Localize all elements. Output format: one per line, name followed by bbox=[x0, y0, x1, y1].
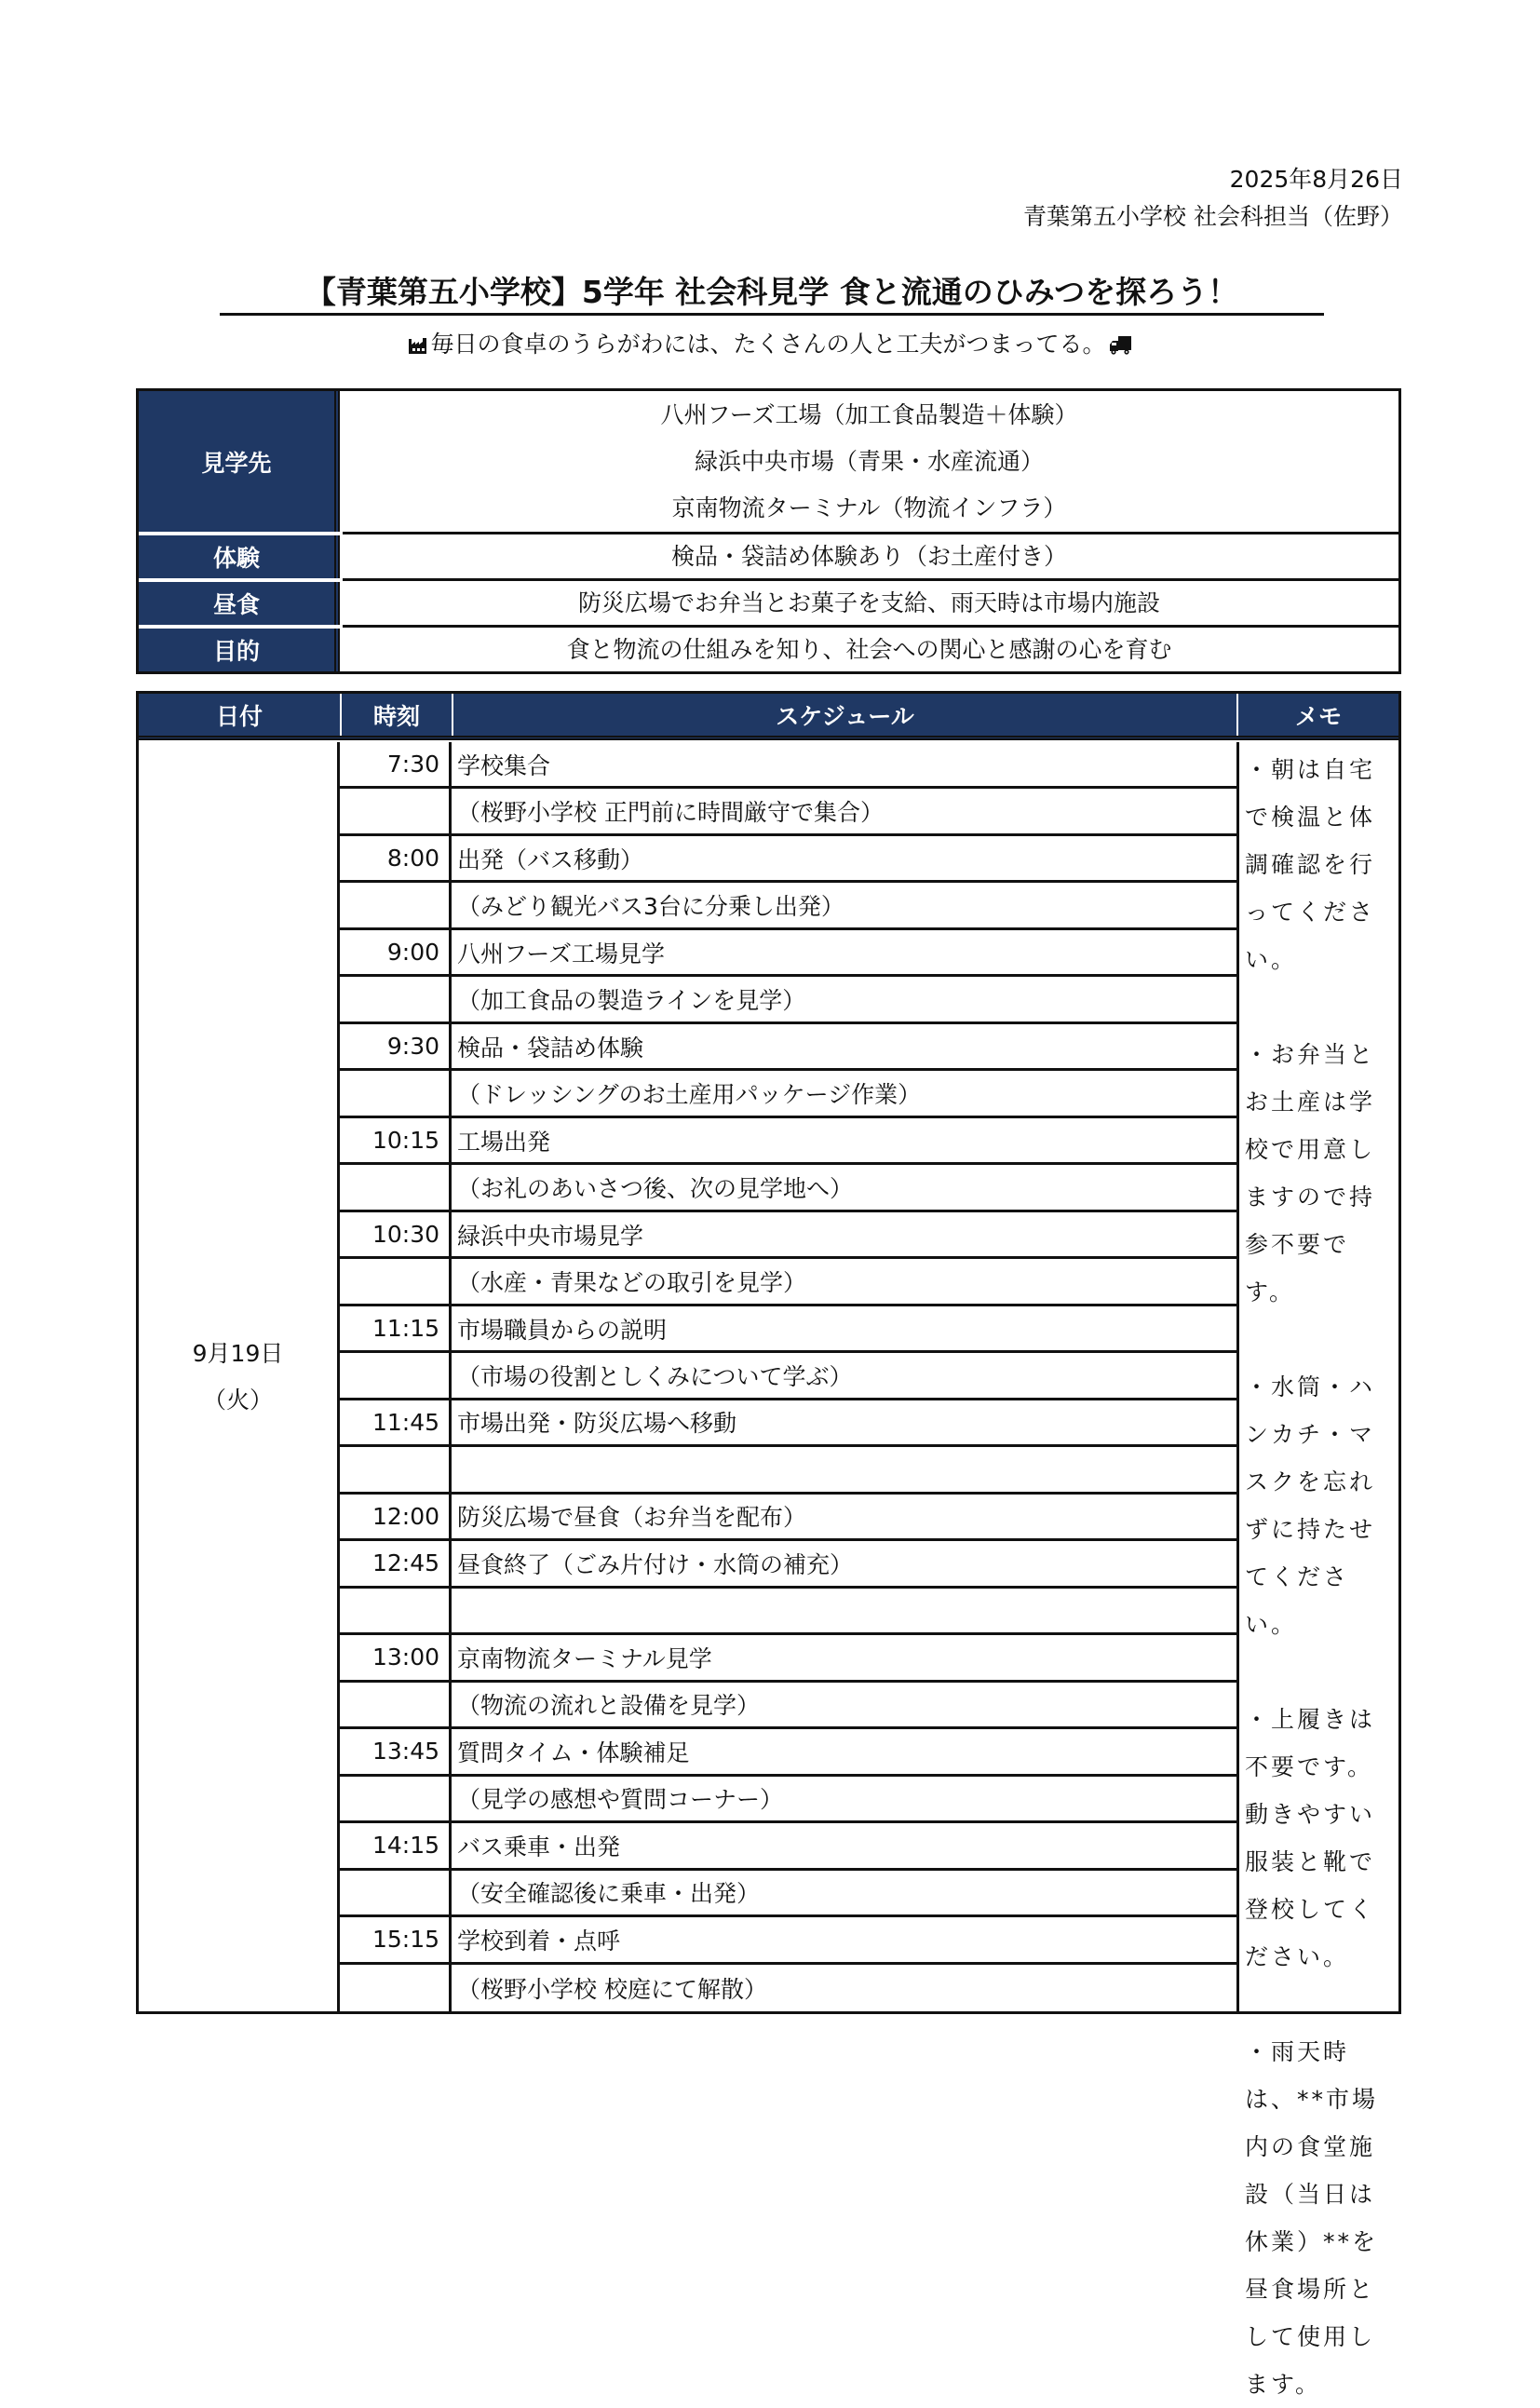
memo-note: ・上履きは不要です。動きやすい服装と靴で登校してください。 bbox=[1245, 1706, 1376, 1970]
schedule-cell: （桜野小学校 校庭にて解散） bbox=[457, 1975, 767, 2003]
column-header-date: 日付 bbox=[215, 702, 263, 730]
info-row-destinations bbox=[139, 391, 1398, 532]
factory-icon bbox=[408, 328, 428, 361]
table-row bbox=[340, 1777, 1236, 1823]
table-row bbox=[340, 789, 1236, 835]
table-row bbox=[340, 1400, 1236, 1447]
destination-item: 緑浜中央市場（青果・水産流通） bbox=[694, 447, 1044, 475]
date-cell bbox=[139, 742, 340, 2011]
time-cell: 13:45 bbox=[340, 1729, 452, 1773]
time-cell bbox=[340, 1777, 452, 1820]
table-row bbox=[340, 1965, 1236, 2011]
info-label-purpose: 目的 bbox=[139, 629, 340, 671]
time-cell bbox=[340, 1071, 452, 1115]
memo-note: ・お弁当とお土産は学校で用意しますので持参不要です。 bbox=[1245, 1041, 1376, 1305]
table-row bbox=[340, 1212, 1236, 1259]
schedule-cell: （見学の感想や質問コーナー） bbox=[457, 1786, 784, 1814]
table-row bbox=[340, 836, 1236, 883]
subtitle bbox=[0, 328, 1540, 361]
info-row-experience bbox=[139, 535, 1398, 578]
memo-note: ・水筒・ハンカチ・マスクを忘れずに持たせてください。 bbox=[1245, 1373, 1376, 1638]
schedule-cell: 学校集合 bbox=[457, 751, 551, 779]
table-row bbox=[340, 1635, 1236, 1682]
trip-weekday: （火） bbox=[202, 1386, 273, 1414]
table-row bbox=[340, 883, 1236, 929]
time-cell bbox=[340, 1683, 452, 1726]
info-value-experience: 検品・袋詰め体験あり（お土産付き） bbox=[670, 543, 1067, 570]
info-label-destinations: 見学先 bbox=[139, 391, 340, 532]
info-table bbox=[136, 388, 1401, 674]
time-cell: 11:45 bbox=[340, 1400, 452, 1444]
time-cell bbox=[340, 883, 452, 927]
author-line: 青葉第五小学校 社会科担当（佐野） bbox=[1023, 203, 1403, 230]
schedule-rows bbox=[340, 742, 1236, 2011]
page-title: 【青葉第五小学校】5学年 社会科見学 食と流通のひみつを探ろう！ bbox=[220, 272, 1324, 316]
memo-note: ・朝は自宅で検温と体調確認を行ってください。 bbox=[1245, 756, 1376, 973]
schedule-cell bbox=[452, 1589, 1236, 1632]
schedule-cell: 工場出発 bbox=[457, 1128, 551, 1156]
table-row bbox=[340, 930, 1236, 977]
time-cell: 8:00 bbox=[340, 836, 452, 880]
subtitle-text: 毎日の食卓のうらがわには、たくさんの人と工夫がつまってる。 bbox=[430, 331, 1106, 358]
time-cell: 10:30 bbox=[340, 1212, 452, 1256]
table-row bbox=[340, 1871, 1236, 1917]
table-row bbox=[340, 1541, 1236, 1588]
schedule-cell: 防災広場で昼食（お弁当を配布） bbox=[457, 1504, 807, 1532]
time-cell bbox=[340, 977, 452, 1021]
time-cell: 10:15 bbox=[340, 1118, 452, 1162]
table-row bbox=[340, 1589, 1236, 1635]
schedule-table bbox=[136, 691, 1401, 2398]
schedule-cell: （お礼のあいさつ後、次の見学地へ） bbox=[457, 1175, 854, 1203]
info-value-purpose: 食と物流の仕組みを知り、社会への関心と感謝の心を育む bbox=[566, 636, 1172, 663]
column-header-time: 時刻 bbox=[372, 702, 420, 730]
schedule-cell bbox=[452, 1447, 1236, 1491]
column-header-schedule: スケジュール bbox=[776, 702, 914, 730]
schedule-header bbox=[139, 694, 1398, 740]
table-row bbox=[340, 742, 1236, 789]
trip-date: 9月19日 bbox=[192, 1339, 284, 1367]
time-cell bbox=[340, 1871, 452, 1914]
info-label-experience: 体験 bbox=[139, 535, 340, 578]
schedule-cell: （加工食品の製造ラインを見学） bbox=[457, 987, 806, 1015]
info-label-lunch: 昼食 bbox=[139, 582, 340, 625]
destination-item: 京南物流ターミナル（物流インフラ） bbox=[671, 494, 1067, 521]
time-cell: 13:00 bbox=[340, 1635, 452, 1679]
schedule-cell: 昼食終了（ごみ片付け・水筒の補充） bbox=[457, 1550, 854, 1578]
table-row bbox=[340, 1683, 1236, 1729]
time-cell bbox=[340, 789, 452, 832]
schedule-cell: バス乗車・出発 bbox=[457, 1833, 621, 1860]
info-row-purpose bbox=[139, 629, 1398, 671]
schedule-cell: 京南物流ターミナル見学 bbox=[457, 1644, 712, 1672]
table-row bbox=[340, 1165, 1236, 1211]
schedule-cell: 検品・袋詰め体験 bbox=[457, 1034, 644, 1062]
schedule-cell: 出発（バス移動） bbox=[457, 846, 644, 873]
schedule-cell: （ドレッシングのお土産用パッケージ作業） bbox=[457, 1081, 922, 1109]
memo-note: ・雨天時は、**市場内の食堂施設（当日は休業）**を昼食場所として使用します。 bbox=[1245, 2038, 1379, 2398]
time-cell bbox=[340, 1165, 452, 1209]
time-cell: 12:00 bbox=[340, 1495, 452, 1538]
table-row bbox=[340, 1353, 1236, 1400]
schedule-cell: （桜野小学校 正門前に時間厳守で集合） bbox=[457, 799, 884, 827]
time-cell: 11:15 bbox=[340, 1306, 452, 1350]
time-cell: 9:30 bbox=[340, 1024, 452, 1068]
schedule-cell: 八州フーズ工場見学 bbox=[457, 940, 666, 967]
info-value-destinations bbox=[340, 391, 1398, 532]
table-row bbox=[340, 1118, 1236, 1165]
memo-cell bbox=[1236, 742, 1398, 2398]
time-cell bbox=[340, 1965, 452, 2011]
time-cell bbox=[340, 1589, 452, 1632]
table-row bbox=[340, 1071, 1236, 1117]
table-row bbox=[340, 1917, 1236, 1964]
column-header-memo: メモ bbox=[1294, 702, 1342, 730]
time-cell: 14:15 bbox=[340, 1823, 452, 1867]
schedule-cell: 市場出発・防災広場へ移動 bbox=[457, 1410, 737, 1438]
table-row bbox=[340, 1024, 1236, 1071]
schedule-cell: 学校到着・点呼 bbox=[457, 1927, 621, 1955]
time-cell bbox=[340, 1259, 452, 1303]
schedule-cell: （市場の役割としくみについて学ぶ） bbox=[457, 1362, 853, 1390]
time-cell: 7:30 bbox=[340, 742, 452, 786]
time-cell bbox=[340, 1447, 452, 1491]
time-cell bbox=[340, 1353, 452, 1397]
schedule-cell: （安全確認後に乗車・出発） bbox=[457, 1880, 761, 1908]
time-cell: 15:15 bbox=[340, 1917, 452, 1961]
table-row bbox=[340, 1447, 1236, 1494]
schedule-cell: 緑浜中央市場見学 bbox=[457, 1222, 644, 1250]
table-row bbox=[340, 1729, 1236, 1776]
table-row bbox=[340, 1259, 1236, 1305]
info-row-lunch bbox=[139, 582, 1398, 625]
issue-date: 2025年8月26日 bbox=[1229, 166, 1403, 193]
schedule-cell: （水産・青果などの取引を見学） bbox=[457, 1269, 807, 1297]
schedule-cell: 質問タイム・体験補足 bbox=[457, 1738, 690, 1766]
time-cell: 9:00 bbox=[340, 930, 452, 974]
time-cell: 12:45 bbox=[340, 1541, 452, 1585]
schedule-cell: （物流の流れと設備を見学） bbox=[457, 1692, 761, 1720]
info-value-lunch: 防災広場でお弁当とお菓子を支給、雨天時は市場内施設 bbox=[577, 589, 1160, 616]
table-row bbox=[340, 1495, 1236, 1541]
truck-icon bbox=[1108, 328, 1132, 361]
table-row bbox=[340, 1306, 1236, 1353]
destination-item: 八州フーズ工場（加工食品製造＋体験） bbox=[660, 400, 1078, 428]
table-row bbox=[340, 1823, 1236, 1870]
table-row bbox=[340, 977, 1236, 1023]
schedule-cell: 市場職員からの説明 bbox=[457, 1316, 668, 1344]
schedule-cell: （みどり観光バス3台に分乗し出発） bbox=[457, 893, 844, 921]
